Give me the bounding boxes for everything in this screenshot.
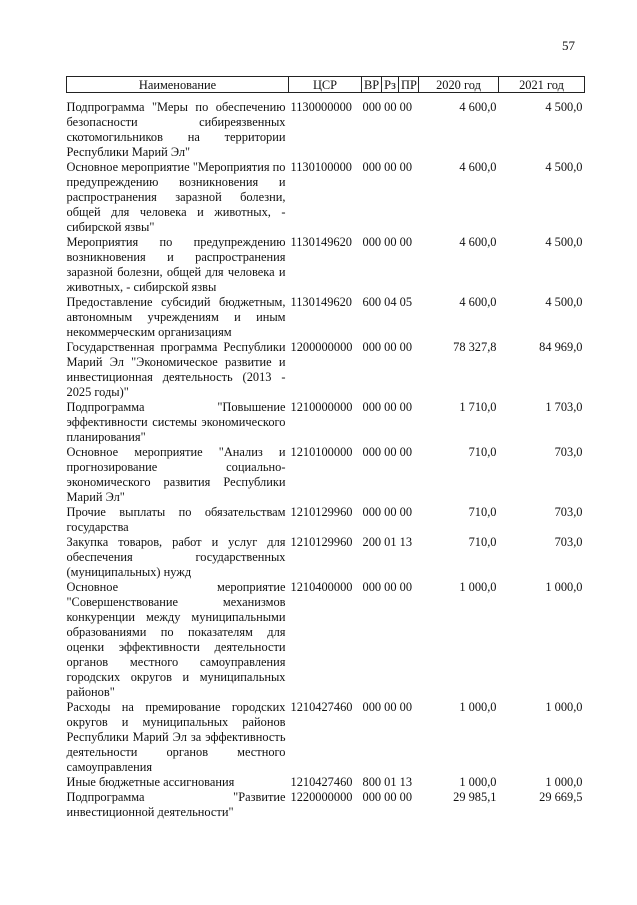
table-row	[67, 700, 585, 775]
row-codes-cell: 000 00 00	[362, 160, 413, 174]
row-name-cell: Основное мероприятие "Мероприятия по предупреждению возникновения и распространения заразной болезни, общей для человека и животных, - сибирской язвы"	[66, 160, 286, 234]
row-name-cell: Иные бюджетные ассигнования	[66, 775, 235, 789]
table-row	[67, 775, 585, 790]
table-row	[67, 505, 585, 535]
row-2020-value: 4 600,0	[459, 160, 497, 174]
row-codes-cell: 000 00 00	[362, 505, 413, 519]
row-2021-value: 703,0	[554, 445, 583, 459]
row-codes-cell: 000 00 00	[362, 445, 413, 459]
row-csr-cell: 1130149620	[290, 235, 352, 249]
row-2020-value: 4 600,0	[459, 100, 497, 114]
row-codes-cell: 800 01 13	[362, 775, 413, 789]
page-number: 57	[562, 38, 575, 53]
row-codes-cell: 000 00 00	[362, 235, 413, 249]
row-csr-cell: 1210129960	[290, 535, 353, 549]
row-csr-cell: 1210400000	[290, 580, 353, 594]
table-row	[67, 340, 585, 400]
row-2021-value: 4 500,0	[545, 235, 583, 249]
row-2021-value: 1 703,0	[545, 400, 583, 414]
row-csr-cell: 1200000000	[290, 340, 353, 354]
header-csr: ЦСР	[289, 77, 362, 93]
row-2020-value: 710,0	[468, 445, 497, 459]
row-2021-value: 4 500,0	[545, 160, 583, 174]
row-name-cell: Предоставление субсидий бюджетным, автономным учреждениям и иным некоммерческим организациям	[66, 295, 286, 339]
table-row	[67, 400, 585, 445]
table-row	[67, 235, 585, 295]
row-name-cell: Подпрограмма "Развитие инвестиционной деятельности"	[66, 790, 286, 819]
table-row	[67, 295, 585, 340]
row-2020-value: 1 000,0	[459, 775, 497, 789]
table-row	[67, 93, 585, 161]
row-name-cell: Прочие выплаты по обязательствам государства	[66, 505, 286, 534]
row-csr-cell: 1210427460	[290, 700, 353, 714]
row-name-cell: Закупка товаров, работ и услуг для обеспечения государственных (муниципальных) нужд	[66, 535, 286, 579]
row-2021-value: 1 000,0	[545, 580, 583, 594]
row-2021-value: 29 669,5	[539, 790, 583, 804]
header-2021: 2021 год	[499, 77, 585, 93]
row-2020-value: 710,0	[468, 505, 497, 519]
row-codes-cell: 000 00 00	[362, 580, 413, 594]
table-row	[67, 160, 585, 235]
row-codes-cell: 000 00 00	[362, 100, 413, 114]
table-row	[67, 445, 585, 505]
table-row	[67, 535, 585, 580]
row-2021-value: 1 000,0	[545, 775, 583, 789]
table-body	[67, 93, 585, 821]
row-name-cell: Государственная программа Республики Марий Эл "Экономическое развитие и инвестиционная деятельность (2013 - 2025 годы)"	[66, 340, 286, 399]
row-2020-value: 78 327,8	[453, 340, 497, 354]
row-2021-value: 84 969,0	[539, 340, 583, 354]
row-2020-value: 1 000,0	[459, 580, 497, 594]
row-2021-value: 703,0	[554, 505, 583, 519]
row-csr-cell: 1130100000	[290, 160, 352, 174]
row-name-cell: Расходы на премирование городских округов и муниципальных районов Республики Марий Эл за эффективность деятельности органов местного самоуправления	[66, 700, 286, 774]
row-name-cell: Основное мероприятие "Анализ и прогнозирование социально-экономического развития Республики Марий Эл"	[66, 445, 286, 504]
row-2020-value: 710,0	[468, 535, 497, 549]
row-csr-cell: 1210000000	[290, 400, 353, 414]
row-name-cell: Подпрограмма "Повышение эффективности системы экономического планирования"	[66, 400, 286, 444]
row-name-cell: Мероприятия по предупреждению возникновения и распространения заразной болезни, общей для человека и животных, - сибирской язвы	[66, 235, 286, 294]
table-row	[67, 580, 585, 700]
row-csr-cell: 1220000000	[290, 790, 353, 804]
row-csr-cell: 1210100000	[290, 445, 353, 459]
header-pr: ПР	[399, 77, 419, 93]
row-codes-cell: 000 00 00	[362, 400, 413, 414]
header-2020: 2020 год	[419, 77, 499, 93]
row-2020-value: 4 600,0	[459, 235, 497, 249]
header-vr: ВР	[362, 77, 382, 93]
row-csr-cell: 1130149620	[290, 295, 352, 309]
row-2020-value: 1 710,0	[459, 400, 497, 414]
budget-table	[66, 76, 585, 820]
row-2021-value: 703,0	[554, 535, 583, 549]
row-2020-value: 29 985,1	[453, 790, 497, 804]
row-2021-value: 4 500,0	[545, 100, 583, 114]
header-name: Наименование	[67, 77, 289, 93]
row-name-cell: Основное мероприятие "Совершенствование механизмов конкуренции между муниципальными образованиями по показателям для оценки эффективности деятельности органов местного самоуправления городских округов и муниципальных районов"	[66, 580, 286, 699]
table-header-row	[67, 77, 585, 93]
row-codes-cell: 200 01 13	[362, 535, 413, 549]
row-2021-value: 4 500,0	[545, 295, 583, 309]
row-name-cell: Подпрограмма "Меры по обеспечению безопасности сибиреязвенных скотомогильников на территории Республики Марий Эл"	[66, 100, 286, 159]
row-codes-cell: 000 00 00	[362, 700, 413, 714]
row-csr-cell: 1210129960	[290, 505, 353, 519]
row-csr-cell: 1210427460	[290, 775, 353, 789]
row-codes-cell: 000 00 00	[362, 790, 413, 804]
row-csr-cell: 1130000000	[290, 100, 352, 114]
table-row	[67, 790, 585, 820]
row-2020-value: 1 000,0	[459, 700, 497, 714]
row-codes-cell: 600 04 05	[362, 295, 413, 309]
row-2020-value: 4 600,0	[459, 295, 497, 309]
row-2021-value: 1 000,0	[545, 700, 583, 714]
row-codes-cell: 000 00 00	[362, 340, 413, 354]
header-rz: Рз	[382, 77, 399, 93]
